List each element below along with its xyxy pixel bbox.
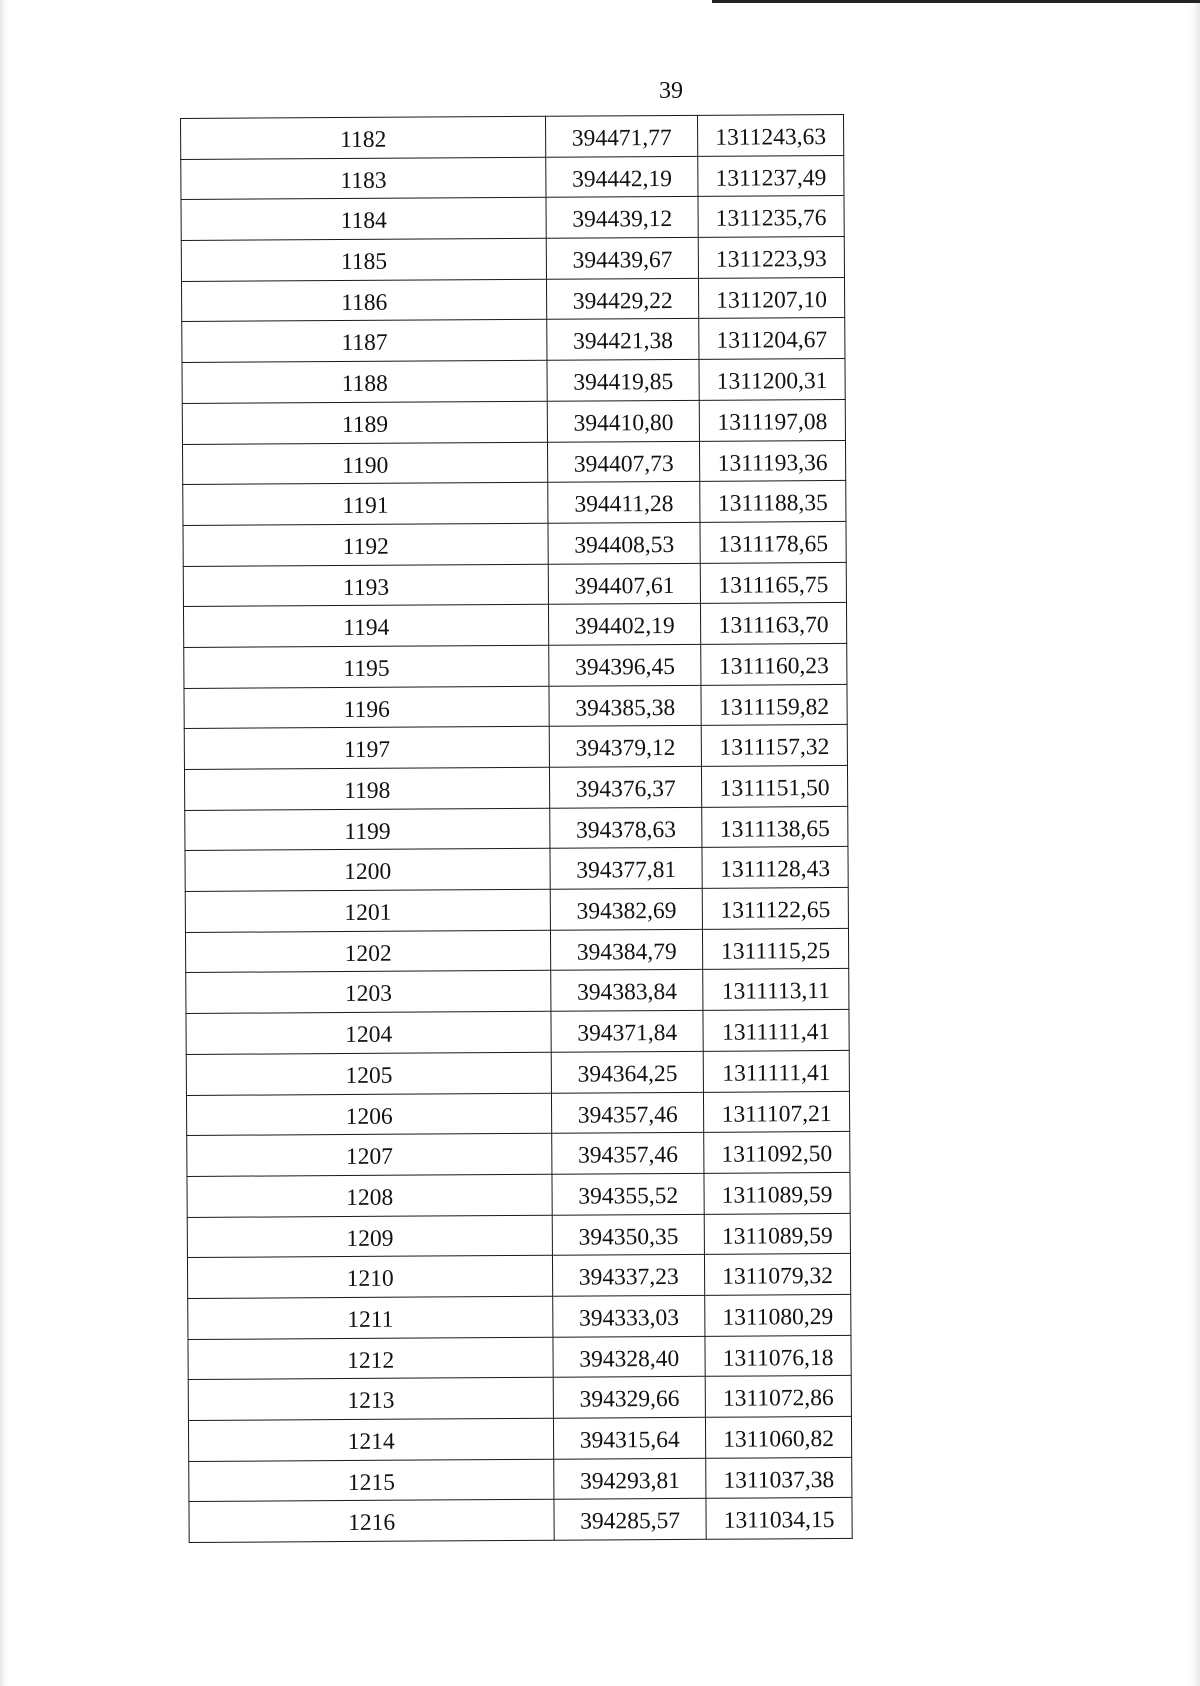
table-row [189, 1457, 852, 1502]
y-coordinate-cell: 1311193,36 [700, 440, 846, 482]
table-row [184, 765, 847, 810]
x-coordinate-cell: 394333,03 [553, 1295, 705, 1337]
x-coordinate-cell: 394439,12 [546, 197, 698, 239]
x-coordinate-cell: 394357,46 [552, 1092, 704, 1134]
table-row [188, 1294, 851, 1339]
y-coordinate-cell: 1311200,31 [699, 359, 845, 401]
point-number-cell: 1184 [181, 198, 546, 241]
table-row [181, 155, 844, 200]
y-coordinate-cell: 1311113,11 [703, 969, 849, 1011]
y-coordinate-cell: 1311122,65 [702, 887, 848, 929]
table-row [188, 1376, 851, 1421]
table-row [183, 603, 846, 648]
x-coordinate-cell: 394328,40 [553, 1336, 705, 1378]
table-row [185, 928, 848, 973]
y-coordinate-cell: 1311079,32 [705, 1254, 851, 1296]
table-row [187, 1132, 850, 1177]
table-row [185, 847, 848, 892]
table-row [184, 725, 847, 770]
table-row [187, 1213, 850, 1258]
point-number-cell: 1188 [182, 360, 547, 403]
y-coordinate-cell: 1311243,63 [698, 114, 844, 156]
x-coordinate-cell: 394355,52 [552, 1173, 704, 1215]
x-coordinate-cell: 394421,38 [547, 319, 699, 361]
y-coordinate-cell: 1311223,93 [698, 237, 844, 279]
y-coordinate-cell: 1311111,41 [703, 1050, 849, 1092]
x-coordinate-cell: 394376,37 [550, 766, 702, 808]
table-row [186, 1091, 849, 1136]
table-row [182, 359, 845, 404]
x-coordinate-cell: 394429,22 [547, 278, 699, 320]
x-coordinate-cell: 394411,28 [548, 482, 700, 524]
y-coordinate-cell: 1311165,75 [700, 562, 846, 604]
y-coordinate-cell: 1311178,65 [700, 521, 846, 563]
point-number-cell: 1189 [182, 401, 547, 444]
point-number-cell: 1187 [182, 320, 547, 363]
x-coordinate-cell: 394379,12 [549, 726, 701, 768]
table-row [183, 562, 846, 607]
x-coordinate-cell: 394371,84 [551, 1010, 703, 1052]
x-coordinate-cell: 394383,84 [551, 970, 703, 1012]
x-coordinate-cell: 394382,69 [550, 888, 702, 930]
point-number-cell: 1205 [186, 1052, 551, 1095]
point-number-cell: 1186 [181, 279, 546, 322]
point-number-cell: 1201 [185, 889, 550, 932]
point-number-cell: 1215 [189, 1459, 554, 1502]
point-number-cell: 1182 [181, 116, 546, 159]
point-number-cell: 1190 [182, 442, 547, 485]
point-number-cell: 1210 [187, 1255, 552, 1298]
x-coordinate-cell: 394402,19 [549, 604, 701, 646]
y-coordinate-cell: 1311159,82 [701, 684, 847, 726]
y-coordinate-cell: 1311188,35 [700, 481, 846, 523]
table-row [186, 969, 849, 1014]
point-number-cell: 1197 [184, 727, 549, 770]
table-row [182, 399, 845, 444]
table-row [181, 196, 844, 241]
x-coordinate-cell: 394378,63 [550, 807, 702, 849]
table-row [181, 237, 844, 282]
x-coordinate-cell: 394293,81 [554, 1458, 706, 1500]
x-coordinate-cell: 394350,35 [552, 1214, 704, 1256]
point-number-cell: 1195 [184, 645, 549, 688]
point-number-cell: 1213 [188, 1378, 553, 1421]
y-coordinate-cell: 1311197,08 [699, 399, 845, 441]
table-row [188, 1416, 851, 1461]
point-number-cell: 1211 [188, 1296, 553, 1339]
y-coordinate-cell: 1311160,23 [701, 643, 847, 685]
point-number-cell: 1185 [181, 238, 546, 281]
y-coordinate-cell: 1311111,41 [703, 1010, 849, 1052]
x-coordinate-cell: 394385,38 [549, 685, 701, 727]
point-number-cell: 1202 [185, 930, 550, 973]
x-coordinate-cell: 394315,64 [554, 1417, 706, 1459]
x-coordinate-cell: 394396,45 [549, 644, 701, 686]
x-coordinate-cell: 394377,81 [550, 848, 702, 890]
table-row [182, 318, 845, 363]
point-number-cell: 1216 [189, 1500, 554, 1543]
y-coordinate-cell: 1311138,65 [702, 806, 848, 848]
table-row [185, 887, 848, 932]
scan-edge-left [0, 0, 10, 1686]
y-coordinate-cell: 1311089,59 [704, 1172, 850, 1214]
table-row [182, 440, 845, 485]
point-number-cell: 1200 [185, 849, 550, 892]
x-coordinate-cell: 394364,25 [551, 1051, 703, 1093]
point-number-cell: 1209 [187, 1215, 552, 1258]
point-number-cell: 1208 [187, 1174, 552, 1217]
scan-edge-right [1188, 0, 1200, 1686]
y-coordinate-cell: 1311163,70 [701, 603, 847, 645]
x-coordinate-cell: 394357,46 [552, 1133, 704, 1175]
table-row [185, 806, 848, 851]
x-coordinate-cell: 394329,66 [553, 1377, 705, 1419]
coordinates-table [180, 114, 853, 1543]
point-number-cell: 1212 [188, 1337, 553, 1380]
y-coordinate-cell: 1311092,50 [704, 1132, 850, 1174]
y-coordinate-cell: 1311107,21 [704, 1091, 850, 1133]
table-row [184, 684, 847, 729]
y-coordinate-cell: 1311204,67 [699, 318, 845, 360]
table-row [187, 1172, 850, 1217]
point-number-cell: 1196 [184, 686, 549, 729]
x-coordinate-cell: 394285,57 [554, 1499, 706, 1541]
y-coordinate-cell: 1311076,18 [705, 1335, 851, 1377]
y-coordinate-cell: 1311115,25 [703, 928, 849, 970]
x-coordinate-cell: 394407,61 [548, 563, 700, 605]
y-coordinate-cell: 1311037,38 [706, 1457, 852, 1499]
y-coordinate-cell: 1311235,76 [698, 196, 844, 238]
y-coordinate-cell: 1311072,86 [705, 1376, 851, 1418]
table-row [186, 1010, 849, 1055]
coordinates-table-body [181, 114, 853, 1542]
point-number-cell: 1207 [187, 1133, 552, 1176]
y-coordinate-cell: 1311080,29 [705, 1294, 851, 1336]
point-number-cell: 1203 [186, 971, 551, 1014]
x-coordinate-cell: 394442,19 [546, 156, 698, 198]
y-coordinate-cell: 1311034,15 [706, 1498, 852, 1540]
y-coordinate-cell: 1311237,49 [698, 155, 844, 197]
x-coordinate-cell: 394419,85 [547, 359, 699, 401]
x-coordinate-cell: 394384,79 [551, 929, 703, 971]
table-row [181, 277, 844, 322]
table-row [184, 643, 847, 688]
x-coordinate-cell: 394439,67 [546, 237, 698, 279]
point-number-cell: 1191 [183, 482, 548, 525]
table-row [186, 1050, 849, 1095]
point-number-cell: 1192 [183, 523, 548, 566]
y-coordinate-cell: 1311060,82 [706, 1416, 852, 1458]
y-coordinate-cell: 1311207,10 [699, 277, 845, 319]
x-coordinate-cell: 394471,77 [546, 115, 698, 157]
x-coordinate-cell: 394408,53 [548, 522, 700, 564]
table-row [183, 481, 846, 526]
y-coordinate-cell: 1311128,43 [702, 847, 848, 889]
x-coordinate-cell: 394407,73 [548, 441, 700, 483]
page-number: 39 [659, 78, 683, 104]
point-number-cell: 1198 [184, 767, 549, 810]
point-number-cell: 1183 [181, 157, 546, 200]
table-row [181, 114, 844, 159]
x-coordinate-cell: 394337,23 [553, 1255, 705, 1297]
y-coordinate-cell: 1311089,59 [704, 1213, 850, 1255]
table-row [189, 1498, 852, 1543]
x-coordinate-cell: 394410,80 [547, 400, 699, 442]
point-number-cell: 1204 [186, 1011, 551, 1054]
y-coordinate-cell: 1311157,32 [701, 725, 847, 767]
point-number-cell: 1199 [185, 808, 550, 851]
point-number-cell: 1194 [183, 605, 548, 648]
table-row [187, 1254, 850, 1299]
point-number-cell: 1206 [186, 1093, 551, 1136]
y-coordinate-cell: 1311151,50 [702, 765, 848, 807]
top-rule [712, 0, 1200, 3]
table-row [188, 1335, 851, 1380]
point-number-cell: 1193 [183, 564, 548, 607]
table-row [183, 521, 846, 566]
point-number-cell: 1214 [188, 1418, 553, 1461]
